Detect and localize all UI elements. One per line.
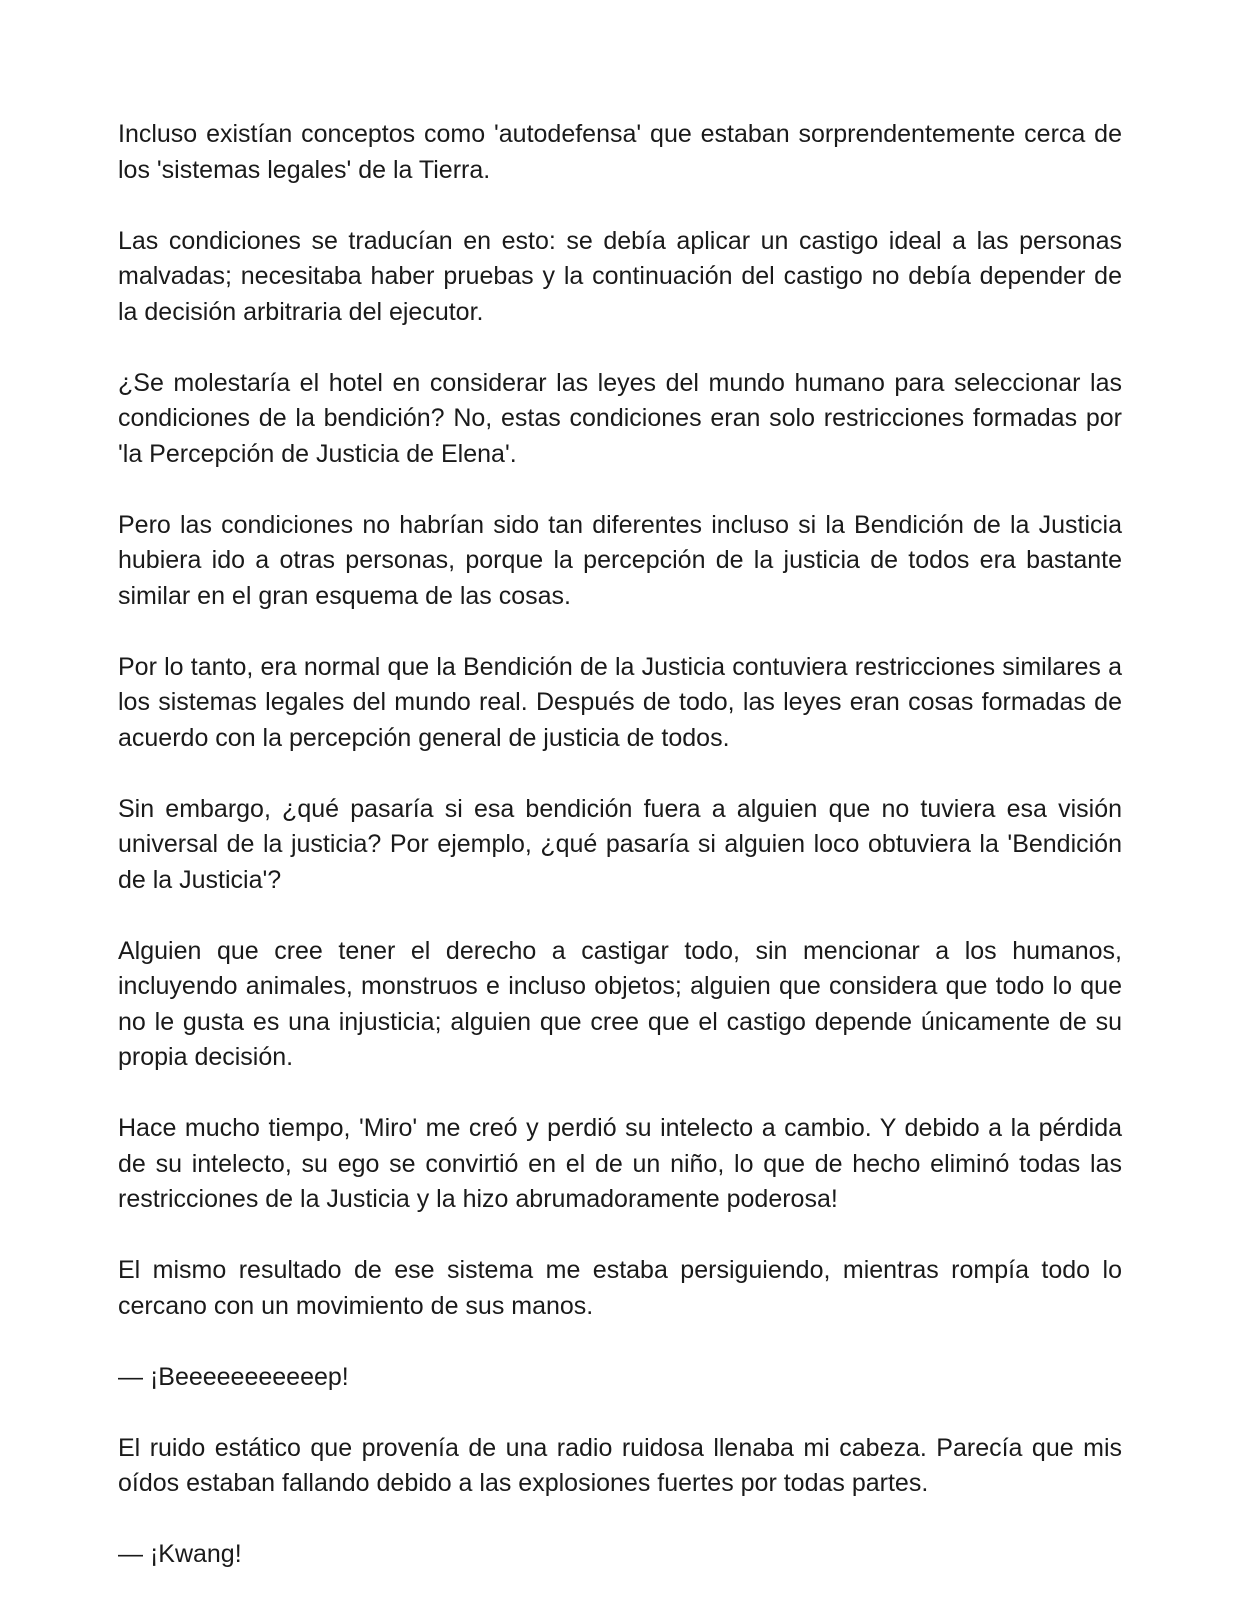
paragraph: Las condiciones se traducían en esto: se debía aplicar un castigo ideal a las personas malvadas; necesitaba haber pruebas y la continuación del castigo no debía depender de la decisión arbitraria del ejecutor. — [118, 226, 1122, 326]
paragraph: El mismo resultado de ese sistema me estaba persiguiendo, mientras rompía todo lo cercano con un movimiento de sus manos. — [118, 1256, 1122, 1320]
paragraph: ¿Se molestaría el hotel en considerar las leyes del mundo humano para seleccionar las condiciones de la bendición? No, estas condiciones eran solo restricciones formadas por 'la Percepción de Justicia de Elena'. — [118, 368, 1122, 468]
paragraph: El ruido estático que provenía de una radio ruidosa llenaba mi cabeza. Parecía que mis oídos estaban fallando debido a las explosiones fuertes por todas partes. — [118, 1433, 1122, 1497]
document-body — [118, 117, 1122, 1573]
dialogue-line: — ¡Beeeeeeeeeeep! — [118, 1362, 349, 1391]
dialogue-line: — ¡Kwang! — [118, 1540, 242, 1568]
paragraph: Por lo tanto, era normal que la Bendición de la Justicia contuviera restricciones similares a los sistemas legales del mundo real. Después de todo, las leyes eran cosas formadas de acuerdo con la percepción general de justicia de todos. — [118, 652, 1122, 752]
paragraph: Sin embargo, ¿qué pasaría si esa bendición fuera a alguien que no tuviera esa visión universal de la justicia? Por ejemplo, ¿qué pasaría si alguien loco obtuviera la 'Bendición de la Justicia'? — [118, 794, 1122, 894]
paragraph: Incluso existían conceptos como 'autodefensa' que estaban sorprendentemente cerca de los 'sistemas legales' de la Tierra. — [118, 120, 1122, 184]
paragraph: Alguien que cree tener el derecho a castigar todo, sin mencionar a los humanos, incluyendo animales, monstruos e incluso objetos; alguien que considera que todo lo que no le gusta es una injusticia; alguien que cree que el castigo depende únicamente de su propia decisión. — [118, 936, 1122, 1071]
paragraph: Pero las condiciones no habrían sido tan diferentes incluso si la Bendición de la Justicia hubiera ido a otras personas, porque la percepción de la justicia de todos era bastante similar en el gran esquema de las cosas. — [118, 510, 1122, 610]
paragraph: Hace mucho tiempo, 'Miro' me creó y perdió su intelecto a cambio. Y debido a la pérdida de su intelecto, su ego se convirtió en el de un niño, lo que de hecho eliminó todas las restricciones de la Justicia y la hizo abrumadoramente poderosa! — [118, 1114, 1122, 1213]
